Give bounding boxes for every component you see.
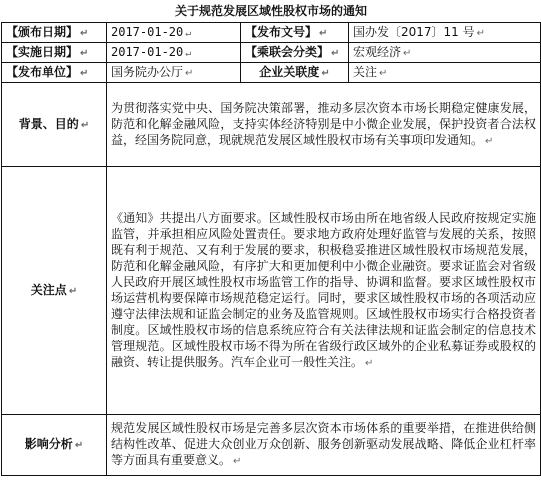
- section-label-impact: 影响分析 ↵: [2, 415, 107, 476]
- effective-date-label: 【实施日期】 ↵: [2, 43, 107, 63]
- issuer-label: 【发布单位】 ↵: [2, 63, 107, 83]
- category-label: 【乘联会分类】 ↵: [241, 43, 349, 63]
- issue-date-label: 【颁布日期】 ↵: [2, 23, 107, 43]
- relevance-value: 关注 ↵: [349, 63, 541, 83]
- issue-date-value: 2017-01-20 ↵: [107, 23, 241, 43]
- effective-date-value: 2017-01-20 ↵: [107, 43, 241, 63]
- section-text-focus: 《通知》共提出八方面要求。区域性股权市场由所在地省级人民政府按规定实施监管，并承担相应风险处置责任。要求地方政府处理好监管与发展的关系，按照既有利于规范、又有利于发展的要求，积极稳妥推进区域性股权市场规范发展，防范和化解金融风险，有序扩大和更加便利中小微企业融资。要求证监会对省级人民政府开展区域性股权市场监管工作的指导、协调和监督。要求区域性股权市场运营机构要保障市场规范稳定运行。同时，要求区域性股权市场的各项活动应遵守法律法规和证监会制定的业务及监管规则。区域性股权市场实行合格投资者制度。区域性股权市场的信息系统应符合有关法律法规和证监会制定的信息技术管理规范。区域性股权市场不得为所在省级行政区域外的企业私募证券或股权的融资、转让提供服务。汽车企业可一般性关注。 ↵: [107, 167, 541, 415]
- meta-row-1: [2, 23, 541, 43]
- section-label-focus: 关注点 ↵: [2, 167, 107, 415]
- relevance-label: 企业关联度 ↵: [241, 63, 349, 83]
- issuer-value: 国务院办公厅 ↵: [107, 63, 241, 83]
- section-focus: [2, 167, 541, 415]
- category-value: 宏观经济 ↵: [349, 43, 541, 63]
- meta-row-3: [2, 63, 541, 83]
- doc-number-label: 【发布文号】 ↵: [241, 23, 349, 43]
- document-title: 关于规范发展区域性股权市场的通知: [2, 0, 541, 23]
- section-text-background: 为贯彻落实党中央、国务院决策部署，推动多层次资本市场长期稳定健康发展，防范和化解金融风险，支持实体经济特别是中小微企业发展，保护投资者合法权益，经国务院同意，现就规范发展区域性股权市场有关事项印发通知。 ↵: [107, 83, 541, 167]
- doc-number-value: 国办发〔2017〕11 号 ↵: [349, 23, 541, 43]
- section-background: [2, 83, 541, 167]
- section-label-background: 背景、目的 ↵: [2, 83, 107, 167]
- meta-row-2: [2, 43, 541, 63]
- section-text-impact: 规范发展区域性股权市场是完善多层次资本市场体系的重要举措，在推进供给侧结构性改革、促进大众创业万众创新、服务创新驱动发展战略、降低企业杠杆率等方面具有重要意义。 ↵: [107, 415, 541, 476]
- notice-table: [1, 0, 541, 476]
- section-impact: [2, 415, 541, 476]
